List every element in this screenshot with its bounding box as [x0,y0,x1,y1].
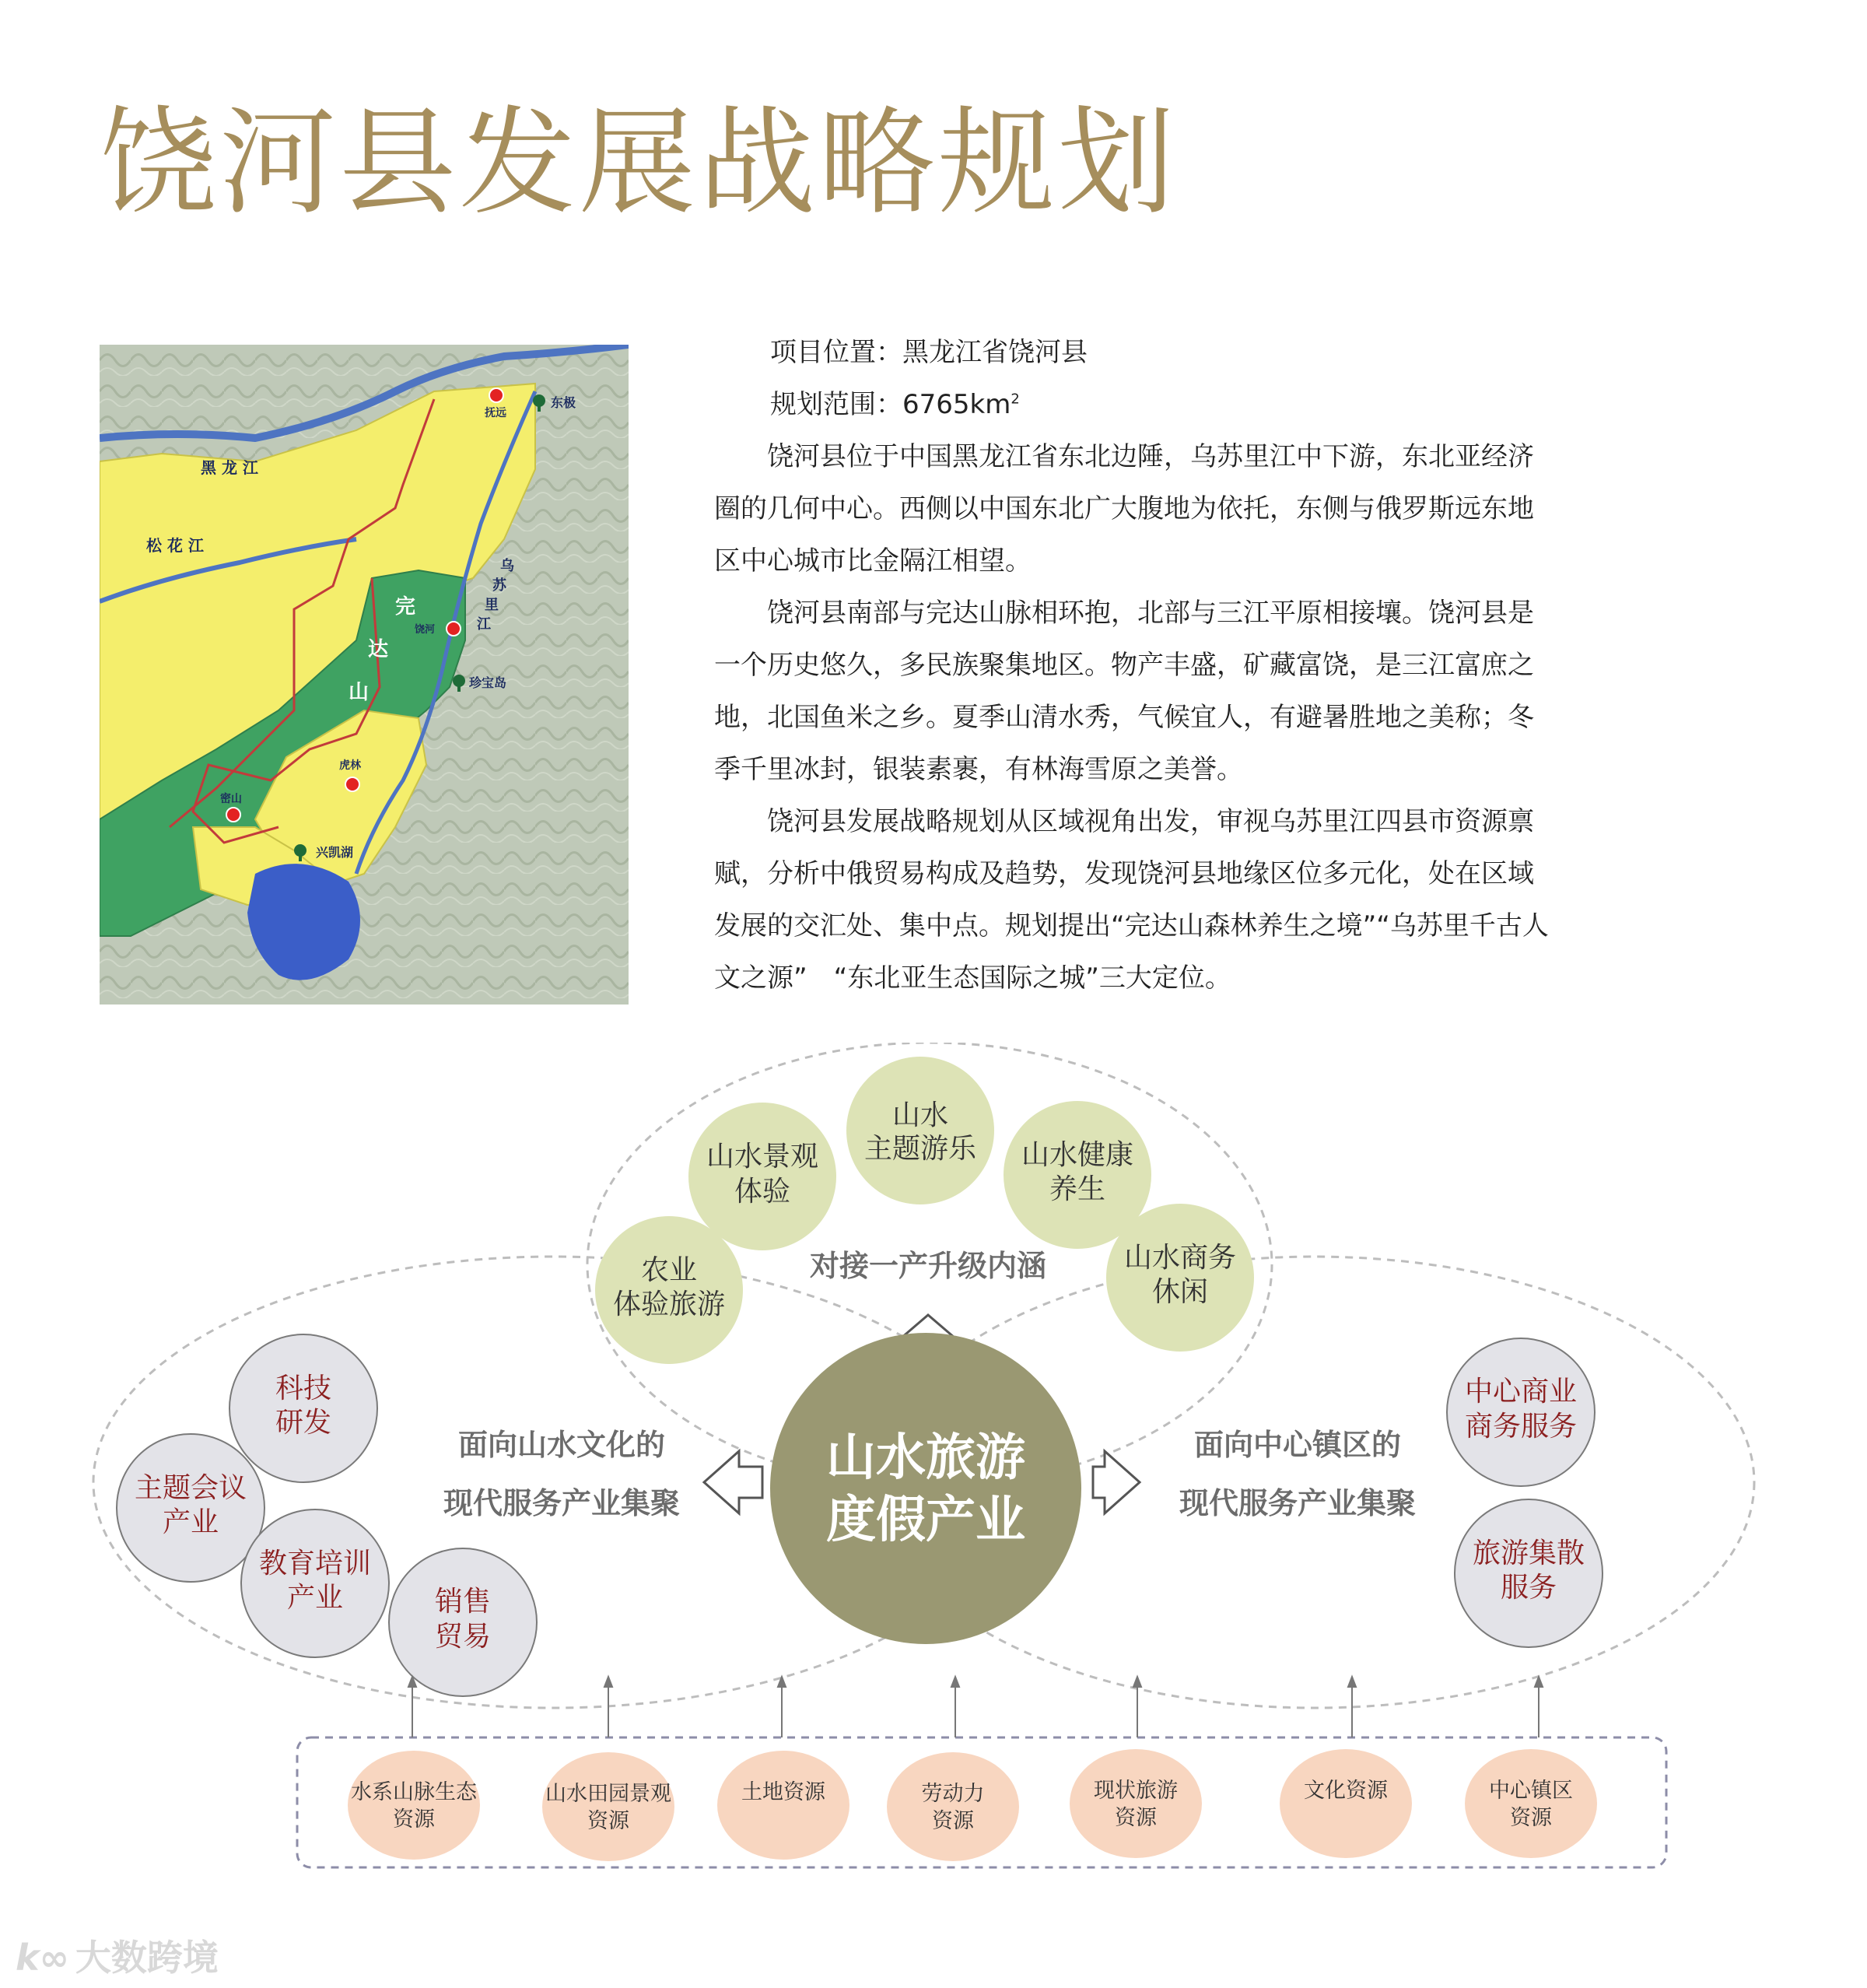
label-mishan: 密山 [220,793,242,805]
region-map-svg [100,345,629,1005]
top-node-label: 养生 [1049,1173,1106,1205]
top-node-label: 农业 [640,1254,698,1286]
resource-label: 水系山脉生态 [351,1780,477,1804]
label-wusuli-2: 苏 [492,577,506,594]
resource-label: 中心镇区 [1489,1779,1573,1803]
resource-label: 土地资源 [741,1780,825,1804]
resource-node [542,1752,674,1861]
city-mishan-marker [226,808,240,822]
label-heilongjiang: 黑 龙 江 [201,458,258,477]
top-heading: 对接一产升级内涵 [809,1249,1047,1283]
top-node-label: 体验旅游 [612,1289,726,1320]
left-heading-line1: 面向山水文化的 [457,1428,666,1462]
resource-label: 资源 [1510,1806,1552,1830]
industry-diagram [0,1043,1867,1988]
resource-label: 山水田园景观 [545,1782,671,1806]
top-node-label: 山水商务 [1123,1242,1237,1274]
resource-node [887,1752,1019,1861]
intro-text [714,327,1554,1005]
city-fuyuan-marker [489,388,503,402]
label-wusuli-3: 里 [485,597,499,613]
left-node-label: 科技 [275,1373,332,1404]
arrow-right [1093,1451,1140,1513]
label-hulin: 虎林 [339,759,361,772]
resource-label: 资源 [1115,1806,1157,1830]
resource-node [1070,1749,1202,1858]
label-zhenbaodao: 珍宝岛 [469,675,507,690]
label-wanda-2: 达 [368,638,389,661]
top-node-label: 主题游乐 [863,1133,977,1165]
watermark-logo: k∞ [16,1937,69,1979]
center-label-line2: 度假产业 [826,1492,1025,1549]
watermark-text: 大数跨境 [75,1937,219,1979]
label-fuyuan: 抚远 [485,407,506,419]
planning-scope-value: 规划范围：6765km [770,389,1011,420]
arrow-left [704,1451,762,1513]
left-node [241,1509,389,1657]
top-node-label: 休闲 [1151,1276,1209,1308]
top-node [846,1057,994,1204]
top-node [688,1103,836,1250]
resource-label: 现状旅游 [1094,1779,1178,1803]
page-title: 饶河县发展战略规划 [100,96,1179,231]
label-wusuli-1: 乌 [500,558,514,574]
label-wusuli-4: 江 [477,616,491,633]
resource-node [717,1751,849,1860]
right-heading-line2: 现代服务产业集聚 [1179,1486,1417,1520]
resource-node [1465,1749,1597,1858]
intro-paragraph-1: 饶河县位于中国黑龙江省东北边陲，乌苏里江中下游，东北亚经济圈的几何中心。西侧以中国东北广大腹地为依托，东侧与俄罗斯远东地区中心城市比金隔江相望。 [714,441,1534,577]
city-hulin-marker [345,777,359,791]
right-node-label: 旅游集散 [1472,1537,1585,1569]
top-node-label: 山水健康 [1021,1139,1134,1171]
planning-scope-sup: 2 [1011,391,1020,408]
resource-label: 资源 [587,1809,629,1833]
left-node-label: 研发 [275,1407,332,1439]
center-label-line1: 山水旅游 [826,1429,1025,1487]
right-node [1447,1338,1595,1486]
resource-node [348,1751,480,1860]
watermark [16,1930,219,1981]
top-node [1106,1204,1254,1352]
right-node [1455,1499,1603,1647]
left-node-label: 产业 [286,1582,344,1614]
resource-node [1280,1749,1412,1858]
right-heading-line1: 面向中心镇区的 [1193,1428,1402,1462]
resource-label: 劳动力 [921,1782,985,1806]
city-raohe-marker [447,622,461,636]
left-node-label: 主题会议 [134,1472,247,1504]
left-node [229,1334,377,1482]
right-node-label: 中心商业 [1464,1376,1578,1408]
intro-paragraph-2: 饶河县南部与完达山脉相环抱，北部与三江平原相接壤。饶河县是一个历史悠久，多民族聚集地区。物产丰盛，矿藏富饶，是三江富庶之地，北国鱼米之乡。夏季山清水秀，气候宜人，有避暑胜地之美称；冬季千里冰封，银装素裹，有林海雪原之美誉。 [714,598,1534,785]
industry-diagram-svg [0,1043,1867,1988]
left-node [117,1434,264,1582]
resource-label: 资源 [932,1809,974,1833]
resource-label: 文化资源 [1304,1779,1388,1803]
top-node [595,1216,743,1364]
center-circle [770,1333,1081,1644]
resource-label: 资源 [393,1807,435,1832]
left-heading-line2: 现代服务产业集聚 [443,1486,681,1520]
left-node-label: 教育培训 [258,1548,372,1580]
label-xingkaihu: 兴凯湖 [316,845,354,860]
top-node-label: 体验 [734,1176,791,1208]
region-map [100,345,629,1005]
left-node-label: 产业 [162,1506,219,1538]
right-node-label: 服务 [1500,1572,1557,1604]
top-node-label: 山水 [891,1099,949,1131]
left-node-label: 贸易 [434,1621,492,1653]
label-wanda-1: 完 [395,595,416,619]
right-node-label: 商务服务 [1464,1411,1578,1443]
project-location: 项目位置：黑龙江省饶河县 [770,337,1088,368]
left-node [389,1548,537,1696]
planning-scope [770,379,1554,431]
resource-arrows [408,1677,1543,1737]
left-node-label: 销售 [434,1586,492,1618]
label-wanda-3: 山 [349,681,370,704]
label-dongji: 东极 [551,395,576,410]
intro-paragraph-3: 饶河县发展战略规划从区域视角出发，审视乌苏里江四县市资源禀赋，分析中俄贸易构成及趋势，发现饶河县地缘区位多元化，处在区域发展的交汇处、集中点。规划提出“完达山森林养生之境”“乌苏里千古人文之源” “东北亚生态国际之城”三大定位。 [714,806,1549,994]
label-songhuajiang: 松 花 江 [146,536,204,555]
label-raohe: 饶河 [415,624,436,636]
top-node-label: 山水景观 [706,1141,819,1173]
